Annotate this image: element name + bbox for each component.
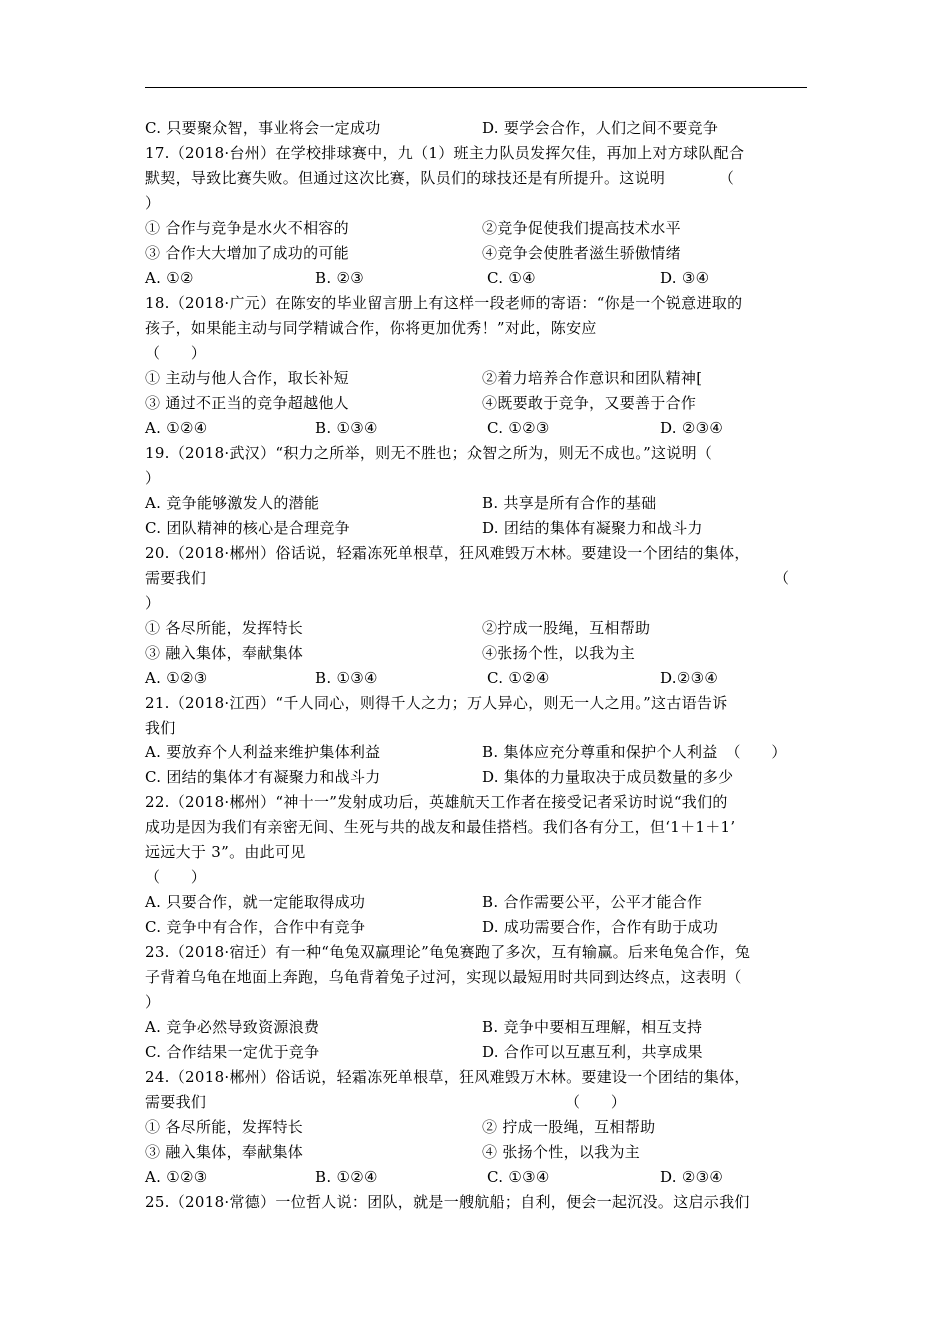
text-line-37-a: C. 合作结果一定优于竞争 (145, 1043, 320, 1061)
text-line-42-d: D. ②③④ (660, 1168, 724, 1186)
text-line-40-b: ② 拧成一股绳，互相帮助 (482, 1118, 656, 1136)
text-line-6-a: A. ①② (145, 269, 194, 287)
text-line-5-b: ④竞争会使胜者滋生骄傲情绪 (482, 244, 681, 262)
text-line-7-a: 18.（2018·广元）在陈安的毕业留言册上有这样一段老师的寄语：“你是一个锐意进取的 (145, 294, 743, 312)
text-line-5-a: ③ 合作大大增加了成功的可能 (145, 244, 349, 262)
text-line-38-a: 24.（2018·郴州）俗话说，轻霜冻死单根草，狂风难毁万木林。要建设一个团结的集体， (145, 1068, 750, 1086)
text-line-10-a: ① 主动与他人合作，取长补短 (145, 369, 349, 387)
text-line-39-a: 需要我们 (145, 1093, 207, 1111)
text-line-11-b: ④既要敢于竞争，又要善于合作 (482, 394, 697, 412)
text-line-40-a: ① 各尽所能，发挥特长 (145, 1118, 304, 1136)
text-line-12-c: C. ①②③ (487, 419, 550, 437)
text-line-39-f: （ ） (565, 1093, 627, 1111)
text-line-15-b: B. 共享是所有合作的基础 (482, 494, 657, 512)
text-line-18-a: 需要我们 (145, 569, 207, 587)
text-line-0-b: D. 要学会合作，人们之间不要竞争 (482, 119, 719, 137)
text-line-6-b: B. ②③ (315, 269, 364, 287)
text-line-21-b: ④张扬个性，以我为主 (482, 644, 636, 662)
text-line-20-a: ① 各尽所能，发挥特长 (145, 619, 304, 637)
text-line-3-a: ） (145, 194, 161, 212)
text-line-21-a: ③ 融入集体，奉献集体 (145, 644, 304, 662)
text-line-22-c: C. ①②④ (487, 669, 550, 687)
text-line-1-a: 17.（2018·台州）在学校排球赛中，九（1）班主力队员发挥欠佳，再加上对方球队配合 (145, 144, 745, 162)
text-line-15-a: A. 竞争能够激发人的潜能 (145, 494, 320, 512)
text-line-6-c: C. ①④ (487, 269, 536, 287)
text-line-22-a: A. ①②③ (145, 669, 208, 687)
text-line-26-a: C. 团结的集体才有凝聚力和战斗力 (145, 768, 381, 786)
text-line-31-a: A. 只要合作，就一定能取得成功 (145, 893, 366, 911)
text-line-25-a: A. 要放弃个人利益来维护集体利益 (145, 743, 381, 761)
text-line-9-a: （ ） (145, 344, 207, 362)
text-line-4-a: ① 合作与竞争是水火不相容的 (145, 219, 349, 237)
text-line-13-a: 19.（2018·武汉）“积力之所举，则无不胜也；众智之所为，则无不成也。”这说明（ (145, 444, 713, 462)
text-line-8-a: 孩子，如果能主动与同学精诚合作，你将更加优秀！”对此，陈安应 (145, 319, 597, 337)
text-line-10-b: ②着力培养合作意识和团队精神[ (482, 369, 703, 387)
text-line-36-b: B. 竞争中要相互理解，相互支持 (482, 1018, 703, 1036)
text-line-14-a: ） (145, 469, 161, 487)
text-line-29-a: 远远大于 3”。由此可见 (145, 843, 306, 861)
text-line-18-e: （ (774, 569, 790, 587)
text-line-42-b: B. ①②④ (315, 1168, 378, 1186)
text-line-27-a: 22.（2018·郴州）“神十一”发射成功后，英雄航天工作者在接受记者采访时说“我们的 (145, 793, 728, 811)
text-line-33-a: 23.（2018·宿迁）有一种“龟兔双赢理论”龟兔赛跑了多次，互有输赢。后来龟兔合作，兔 (145, 943, 751, 961)
text-line-19-a: ） (145, 594, 161, 612)
text-line-30-a: （ ） (145, 868, 207, 886)
text-line-17-a: 20.（2018·郴州）俗话说，轻霜冻死单根草，狂风难毁万木林。要建设一个团结的集体， (145, 544, 750, 562)
text-line-20-b: ②拧成一股绳，互相帮助 (482, 619, 651, 637)
text-line-28-a: 成功是因为我们有亲密无间、生死与共的战友和最佳搭档。我们各有分工，但‘1＋1＋1’ (145, 818, 736, 836)
text-line-42-a: A. ①②③ (145, 1168, 208, 1186)
text-line-12-a: A. ①②④ (145, 419, 208, 437)
text-line-42-c: C. ①③④ (487, 1168, 550, 1186)
text-line-4-b: ②竞争促使我们提高技术水平 (482, 219, 681, 237)
text-line-12-b: B. ①③④ (315, 419, 378, 437)
text-line-26-b: D. 集体的力量取决于成员数量的多少 (482, 768, 734, 786)
text-line-41-b: ④ 张扬个性，以我为主 (482, 1143, 641, 1161)
text-line-36-a: A. 竞争必然导致资源浪费 (145, 1018, 320, 1036)
text-line-23-a: 21.（2018·江西）“千人同心，则得千人之力；万人异心，则无一人之用。”这古语告诉 (145, 694, 728, 712)
text-line-34-a: 子背着乌龟在地面上奔跑，乌龟背着兔子过河，实现以最短用时共同到达终点，这表明（ (145, 968, 742, 986)
text-line-35-a: ） (145, 993, 161, 1011)
text-line-22-d: D.②③④ (660, 669, 719, 687)
text-line-43-a: 25.（2018·常德）一位哲人说：团队，就是一艘航船；自利，便会一起沉没。这启示我们 (145, 1193, 750, 1211)
text-line-24-a: 我们 (145, 719, 176, 737)
text-line-2-a: 默契，导致比赛失败。但通过这次比赛，队员们的球技还是有所提升。这说明 （ (145, 169, 735, 187)
text-line-25-b: B. 集体应充分尊重和保护个人利益 （ ） (482, 743, 787, 761)
text-line-32-a: C. 竞争中有合作，合作中有竞争 (145, 918, 366, 936)
text-line-11-a: ③ 通过不正当的竞争超越他人 (145, 394, 349, 412)
text-line-16-b: D. 团结的集体有凝聚力和战斗力 (482, 519, 703, 537)
text-line-31-b: B. 合作需要公平，公平才能合作 (482, 893, 703, 911)
text-line-32-b: D. 成功需要合作，合作有助于成功 (482, 918, 719, 936)
text-line-16-a: C. 团队精神的核心是合理竞争 (145, 519, 350, 537)
text-line-0-a: C. 只要聚众智，事业将会一定成功 (145, 119, 381, 137)
header-rule (145, 87, 807, 88)
text-line-12-d: D. ②③④ (660, 419, 724, 437)
text-line-22-b: B. ①③④ (315, 669, 378, 687)
text-line-41-a: ③ 融入集体，奉献集体 (145, 1143, 304, 1161)
text-line-6-d: D. ③④ (660, 269, 710, 287)
text-line-37-b: D. 合作可以互惠互利，共享成果 (482, 1043, 703, 1061)
